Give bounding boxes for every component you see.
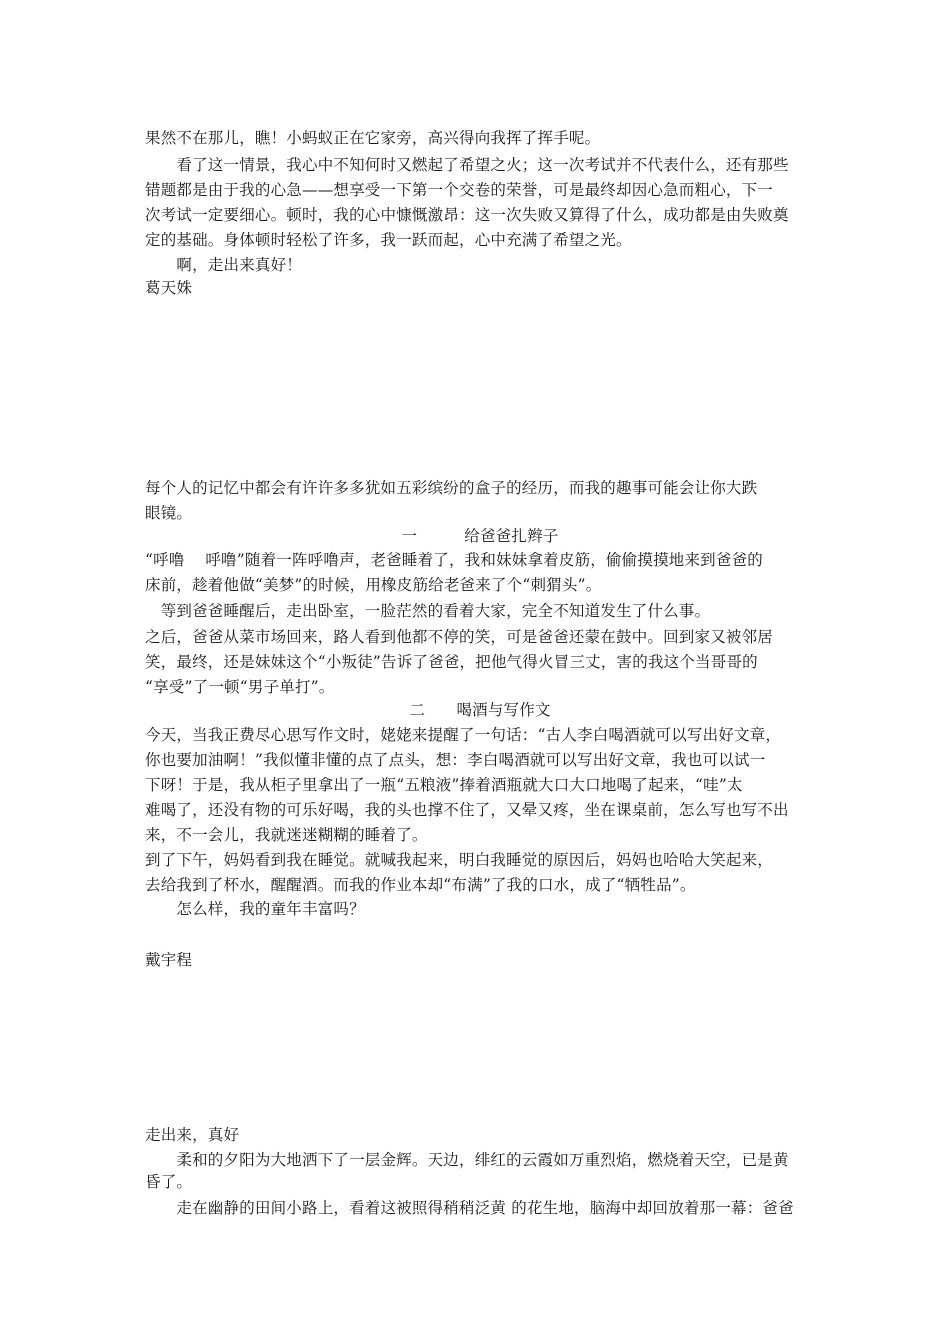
paragraph-line: 啊，走出来真好！ — [145, 256, 303, 274]
paragraph-line: 怎么样，我的童年丰富吗？ — [145, 900, 365, 918]
paragraph-line: 次考试一定要细心。顿时，我的心中慷慨激昂：这一次失败又算得了什么，成功都是由失败奠 — [145, 206, 789, 224]
paragraph-line: “享受”了一顿“男子单打”。 — [145, 678, 335, 696]
section-heading: 二 喝酒与写作文 — [409, 701, 551, 719]
paragraph-line: 床前，趁着他做“美梦”的时候，用橡皮筋给老爸来了个“刺猬头”。 — [145, 576, 602, 594]
paragraph-line: 走在幽静的田间小路上，看着这被照得稍稍泛黄 的花生地，脑海中却回放着那一幕：爸爸 — [145, 1199, 794, 1217]
paragraph-line: 下呀！于是，我从柜子里拿出了一瓶“五粮液”捧着酒瓶就大口大口地喝了起来，“哇”太 — [145, 776, 743, 794]
author-name: 戴宇程 — [145, 951, 193, 969]
paragraph-line: 之后，爸爸从菜市场回来，路人看到他都不停的笑，可是爸爸还蒙在鼓中。回到家又被邻居 — [145, 628, 774, 646]
paragraph-line: “呼噜 呼噜”随着一阵呼噜声，老爸睡着了，我和妹妹拿着皮筋，偷偷摸摸地来到爸爸的 — [145, 551, 763, 569]
paragraph-line: 今天，当我正费尽心思写作文时，姥姥来提醒了一句话：“古人李白喝酒就可以写出好文章， — [145, 726, 782, 744]
paragraph-line: 看了这一情景，我心中不知何时又燃起了希望之火；这一次考试并不代表什么，还有那些 — [145, 156, 789, 174]
paragraph-line: 眼镜。 — [145, 504, 193, 522]
essay-title: 走出来，真好 — [145, 1126, 240, 1144]
paragraph-line: 定的基础。身体顿时轻松了许多，我一跃而起，心中充满了希望之光。 — [145, 231, 632, 249]
paragraph-line: 每个人的记忆中都会有许许多多犹如五彩缤纷的盒子的经历，而我的趣事可能会让你大跌 — [145, 479, 758, 497]
paragraph-line: 来，不一会儿，我就迷迷糊糊的睡着了。 — [145, 826, 428, 844]
paragraph-line: 昏了。 — [145, 1173, 193, 1191]
paragraph-line: 果然不在那儿，瞧！小蚂蚁正在它家旁，高兴得向我挥了挥手呢。 — [145, 129, 601, 147]
section-heading: 一 给爸爸扎辫子 — [401, 527, 559, 545]
paragraph-line: 到了下午，妈妈看到我在睡觉。就喊我起来，明白我睡觉的原因后，妈妈也哈哈大笑起来， — [145, 851, 774, 869]
paragraph-line: 等到爸爸睡醒后，走出卧室，一脸茫然的看着大家，完全不知道发生了什么事。 — [145, 602, 711, 620]
paragraph-line: 难喝了，还没有物的可乐好喝，我的头也撑不住了，又晕又疼，坐在课桌前，怎么写也写不出 — [145, 801, 789, 819]
paragraph-line: 去给我到了杯水，醒醒酒。而我的作业本却“布满”了我的口水，成了“牺牲品”。 — [145, 876, 696, 894]
paragraph-line: 你也要加油啊！”我似懂非懂的点了点头，想：李白喝酒就可以写出好文章，我也可以试一 — [145, 751, 766, 769]
author-name: 葛天姝 — [145, 279, 193, 297]
paragraph-line: 柔和的夕阳为大地洒下了一层金辉。天边，绯红的云霞如万重烈焰，燃烧着天空，已是黄 — [145, 1151, 789, 1169]
paragraph-line: 错题都是由于我的心急——想享受一下第一个交卷的荣誉，可是最终却因心急而粗心，下一 — [145, 181, 774, 199]
paragraph-line: 笑，最终，还是妹妹这个“小叛徒”告诉了爸爸，把他气得火冒三丈，害的我这个当哥哥的 — [145, 653, 758, 671]
